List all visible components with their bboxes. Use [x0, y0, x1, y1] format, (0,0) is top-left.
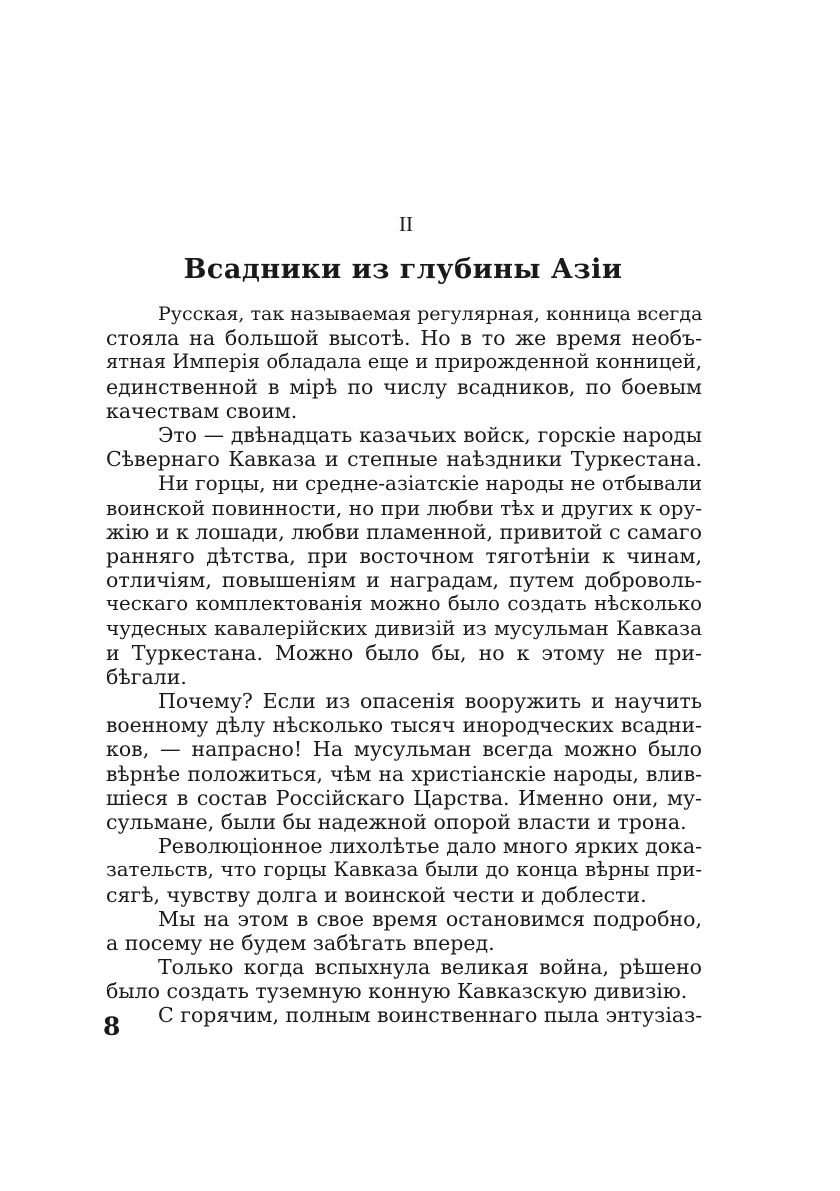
- chapter-number: II: [399, 212, 413, 236]
- text-line: воинской повинности, но при любви тѣх и других к ору-: [106, 495, 702, 520]
- text-line: вѣрнѣе положиться, чѣм на христіанскіе народы, влив-: [106, 761, 702, 786]
- text-line: и Туркестана. Можно было бы, но к этому не при-: [106, 640, 702, 665]
- text-line: военному дѣлу нѣсколько тысяч инородческих всадни-: [106, 713, 702, 738]
- text-line: сягѣ, чувству долга и воинской чести и доблести.: [106, 882, 647, 907]
- text-line: С горячим, полным воинственнаго пыла энтузіаз-: [158, 1003, 703, 1028]
- text-line: Русская, так называемая регулярная, конница всегда: [158, 303, 703, 325]
- text-line: Мы на этом в свое время остановимся подробно,: [158, 906, 702, 931]
- text-line: Революціонное лихолѣтье дало много ярких дока-: [158, 834, 703, 859]
- body-text: [106, 302, 702, 1028]
- text-line: было создать туземную конную Кавказскую дивизію.: [106, 979, 688, 1004]
- text-line: ков, — напрасно! На мусульман всегда можно было: [106, 737, 702, 762]
- text-line: а посему не будем забѣгать вперед.: [106, 930, 495, 955]
- text-line: зательств, что горцы Кавказа были до конца вѣрны при-: [106, 858, 702, 882]
- text-line: отличіям, повышеніям и наградам, путем доброволь-: [106, 568, 702, 593]
- text-line: ческаго комплектованія можно было создать нѣсколько: [106, 592, 702, 616]
- page-number: 8: [103, 1012, 121, 1041]
- text-line: Это — двѣнадцать казачьих войск, горскіе народы: [158, 422, 702, 447]
- text-line: ятная Имперія обладала еще и прирожденной конницей,: [106, 350, 702, 374]
- text-line: бѣгали.: [106, 664, 187, 689]
- text-line: чудесных кавалерійских дивизій из мусульман Кавказа: [106, 616, 702, 641]
- text-line: Сѣвернаго Кавказа и степные наѣздники Туркестана.: [106, 447, 702, 472]
- text-line: жію и к лошади, любви пламенной, привитой с самаго: [106, 519, 703, 544]
- text-line: ранняго дѣтства, при восточном тяготѣніи к чинам,: [106, 543, 702, 568]
- text-line: Только когда вспыхнула великая война, рѣшено: [158, 955, 702, 980]
- text-line: шіеся в состав Россійскаго Царства. Именно они, му-: [106, 785, 702, 810]
- text-line: единственной в мірѣ по числу всадников, по боевым: [106, 374, 702, 399]
- chapter-title: Всадники из глубины Азіи: [183, 254, 623, 285]
- text-line: стояла на большой высотѣ. Но в то же время необъ-: [106, 326, 702, 351]
- text-line: качествам своим.: [106, 398, 298, 423]
- text-line: Ни горцы, ни средне-азіатскіе народы не отбывали: [158, 471, 703, 496]
- text-line: Почему? Если из опасенія вооружить и научить: [158, 689, 702, 713]
- text-line: сульмане, были бы надежной опорой власти и трона.: [106, 809, 687, 834]
